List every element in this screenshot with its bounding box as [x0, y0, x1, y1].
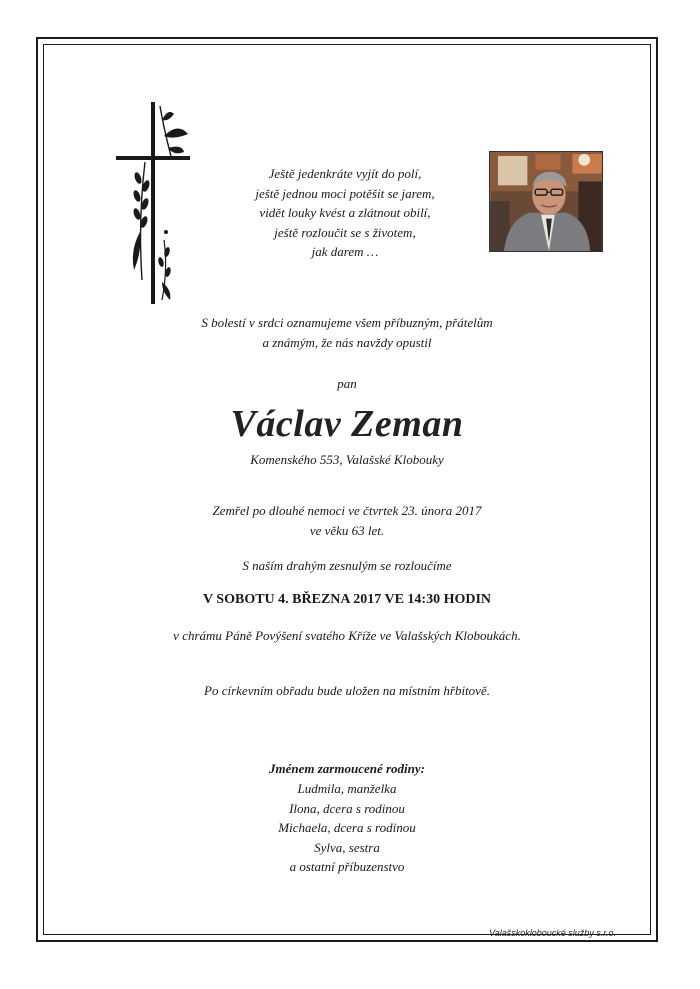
family-member: Ludmila, manželka: [297, 781, 397, 796]
portrait-photo: [489, 151, 603, 252]
death-line: Zemřel po dlouhé nemoci ve čtvrtek 23. února 2017: [212, 503, 482, 518]
footer-company: Valašskokloboucké služby s.r.o.: [489, 928, 616, 938]
announcement-line: a známým, že nás navždy opustil: [262, 335, 432, 350]
church-text: v chrámu Páně Povýšení svatého Kříže ve Valašských Kloboukách.: [173, 628, 521, 643]
announcement-line: S bolestí v srdci oznamujeme všem příbuzným, přátelům: [201, 315, 493, 330]
family-member: Sylva, sestra: [314, 839, 380, 855]
honorific: pan: [337, 376, 357, 391]
poem-line: ještě rozloučit se s životem,: [274, 224, 416, 240]
poem-line: jak darem …: [311, 244, 379, 259]
family-heading: Jménem zarmoucené rodiny:: [269, 761, 425, 776]
family-member: Ilona, dcera s rodinou: [289, 800, 405, 816]
poem: [230, 164, 460, 262]
death-notice: [50, 501, 644, 541]
farewell-text: S naším drahým zesnulým se rozloučíme: [242, 558, 452, 573]
poem-line: vidět louky kvést a zlátnout obilí,: [259, 205, 431, 220]
funeral-datetime: V SOBOTU 4. BŘEZNA 2017 VE 14:30 HODIN: [202, 592, 492, 607]
deceased-name: Václav Zeman: [230, 403, 464, 445]
death-line: ve věku 63 let.: [309, 523, 385, 538]
poem-line: ještě jednou moci potěšit se jarem,: [255, 185, 435, 201]
family-member: Michaela, dcera s rodinou: [278, 820, 416, 835]
cross-with-wheat-icon: [112, 100, 196, 306]
family-member: a ostatní příbuzenstvo: [289, 859, 405, 874]
announcement: [50, 313, 644, 353]
burial-text: Po církevním obřadu bude uložen na místním hřbitově.: [204, 683, 490, 698]
address: Komenského 553, Valašské Klobouky: [250, 452, 444, 467]
family-list: [50, 779, 644, 877]
poem-line: Ještě jedenkráte vyjít do polí,: [268, 166, 422, 181]
